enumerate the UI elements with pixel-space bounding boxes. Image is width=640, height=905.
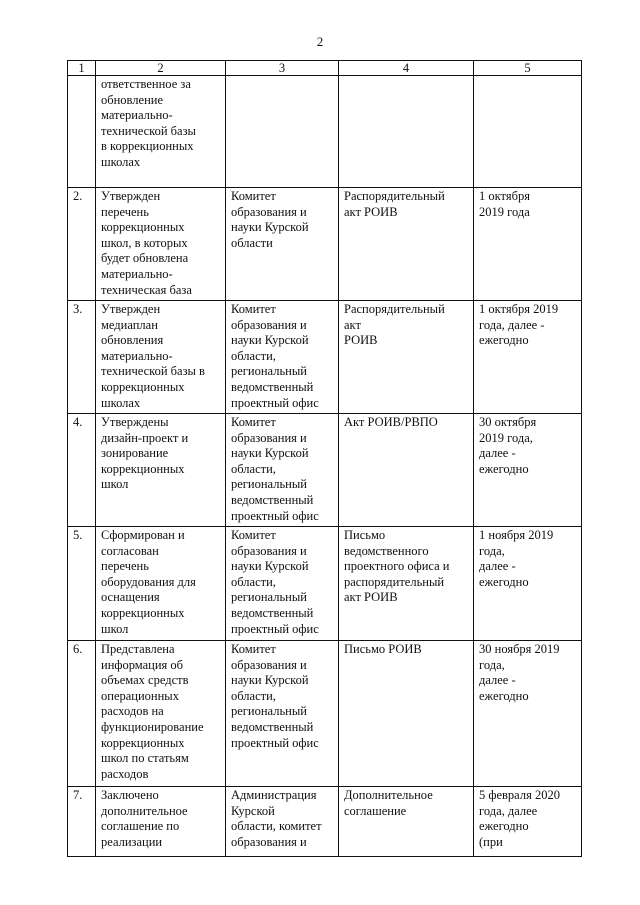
executor-cell: Комитет образования и науки Курской области, региональный ведомственный проектный офис <box>226 301 339 414</box>
deadline-cell: 5 февраля 2020 года, далее ежегодно (при <box>474 787 582 857</box>
table-row <box>68 188 582 301</box>
column-header: 4 <box>339 61 474 76</box>
executor-cell: Комитет образования и науки Курской области, региональный ведомственный проектный офис <box>226 414 339 527</box>
document-cell: Распорядительный акт РОИВ <box>339 188 474 301</box>
deadline-cell: 1 октября 2019 года, далее - ежегодно <box>474 301 582 414</box>
page-number: 2 <box>316 34 324 49</box>
row-number: 3. <box>68 301 96 414</box>
deadline-cell: 30 ноября 2019 года, далее - ежегодно <box>474 641 582 787</box>
result-cell: Сформирован и согласован перечень оборудования для оснащения коррекционных школ <box>96 527 226 641</box>
table-header-row <box>68 61 582 76</box>
table-row <box>68 76 582 188</box>
row-number: 2. <box>68 188 96 301</box>
executor-cell <box>226 76 339 188</box>
deadline-cell: 30 октября 2019 года, далее - ежегодно <box>474 414 582 527</box>
plan-table <box>67 60 582 857</box>
document-cell: Дополнительное соглашение <box>339 787 474 857</box>
row-number: 4. <box>68 414 96 527</box>
executor-cell: Комитет образования и науки Курской области <box>226 188 339 301</box>
row-number <box>68 76 96 188</box>
row-number: 5. <box>68 527 96 641</box>
document-cell: Письмо ведомственного проектного офиса и распорядительный акт РОИВ <box>339 527 474 641</box>
table-row <box>68 787 582 857</box>
result-cell: ответственное за обновление материально- технической базы в коррекционных школах <box>96 76 226 188</box>
table-row <box>68 527 582 641</box>
table-row <box>68 641 582 787</box>
column-header: 5 <box>474 61 582 76</box>
column-header: 1 <box>68 61 96 76</box>
row-number: 7. <box>68 787 96 857</box>
executor-cell: Администрация Курской области, комитет образования и <box>226 787 339 857</box>
result-cell: Утверждены дизайн-проект и зонирование коррекционных школ <box>96 414 226 527</box>
table-row <box>68 414 582 527</box>
deadline-cell <box>474 76 582 188</box>
result-cell: Заключено дополнительное соглашение по реализации <box>96 787 226 857</box>
executor-cell: Комитет образования и науки Курской области, региональный ведомственный проектный офис <box>226 641 339 787</box>
deadline-cell: 1 ноября 2019 года, далее - ежегодно <box>474 527 582 641</box>
document-cell: Акт РОИВ/РВПО <box>339 414 474 527</box>
document-cell: Письмо РОИВ <box>339 641 474 787</box>
executor-cell: Комитет образования и науки Курской области, региональный ведомственный проектный офис <box>226 527 339 641</box>
document-cell: Распорядительный акт РОИВ <box>339 301 474 414</box>
table-row <box>68 301 582 414</box>
document-cell <box>339 76 474 188</box>
result-cell: Представлена информация об объемах средств операционных расходов на функционирование коррекционных школ по статьям расходов <box>96 641 226 787</box>
column-header: 2 <box>96 61 226 76</box>
column-header: 3 <box>226 61 339 76</box>
deadline-cell: 1 октября 2019 года <box>474 188 582 301</box>
result-cell: Утвержден медиаплан обновления материально- технической базы в коррекционных школах <box>96 301 226 414</box>
row-number: 6. <box>68 641 96 787</box>
result-cell: Утвержден перечень коррекционных школ, в которых будет обновлена материально- техническая база <box>96 188 226 301</box>
